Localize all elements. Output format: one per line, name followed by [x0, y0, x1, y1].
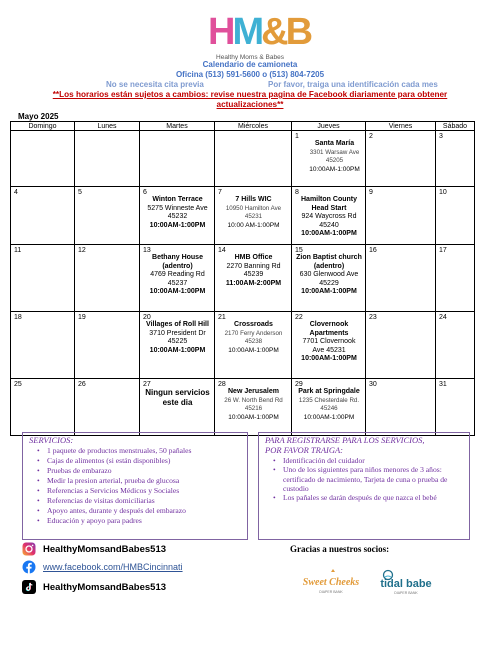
- calendar-day-cell: [75, 187, 140, 245]
- calendar-day-cell: [436, 245, 475, 312]
- instagram-handle: HealthyMomsandBabes513: [43, 543, 167, 555]
- day-number: 10: [439, 189, 447, 196]
- day-number: 2: [369, 133, 373, 140]
- calendar-day-cell: [436, 312, 475, 379]
- event-time: 10:00AM-1:00PM: [301, 288, 357, 295]
- event-location: New Jerusalem: [228, 388, 279, 395]
- event-address: 2170 Ferry Anderson: [224, 329, 283, 337]
- requirements-heading-2: POR FAVOR TRAIGA:: [265, 445, 344, 455]
- services-box: [22, 432, 248, 540]
- event-address: Ave 45231: [312, 346, 346, 354]
- sweet-cheeks-logo: [300, 568, 362, 598]
- day-number: 16: [369, 247, 377, 254]
- service-item: • Referencias de visitas domiciliarias: [29, 496, 241, 506]
- event-address: 45232: [167, 213, 188, 220]
- day-number: 17: [439, 247, 447, 254]
- day-number: 24: [439, 314, 447, 321]
- event-location: Villages of Roll Hill: [146, 321, 209, 328]
- notice-line-2: actualizaciones**: [216, 100, 284, 109]
- event: [143, 388, 212, 408]
- instagram-row[interactable]: [22, 542, 166, 556]
- event-location: Park at Springdale: [298, 388, 360, 395]
- weekday-header: Miércoles: [215, 122, 292, 131]
- event: [295, 388, 363, 422]
- facebook-row[interactable]: [22, 560, 183, 574]
- calendar-day-cell: [215, 379, 292, 436]
- event: [143, 321, 212, 355]
- weekday-header: Viernes: [366, 122, 436, 131]
- event-location: Clovernook Apartments: [309, 321, 349, 337]
- event-location: HMB Office: [234, 254, 273, 261]
- event-time: 10:00AM-1:00PM: [149, 346, 206, 354]
- logo-ampersand: &: [261, 11, 286, 53]
- calendar-day-cell: [11, 245, 75, 312]
- event-address: 45216: [244, 405, 263, 412]
- calendar-day-cell: [11, 379, 75, 436]
- calendar-day-cell: [140, 131, 215, 187]
- event: [218, 196, 289, 230]
- event-address: 4769 Reading Rd: [150, 271, 205, 278]
- day-number: 29: [295, 381, 303, 388]
- calendar-week-row: [11, 245, 475, 312]
- day-number: 20: [143, 314, 151, 321]
- service-item: • Pruebas de embarazo: [29, 466, 241, 476]
- calendar-day-cell: [366, 131, 436, 187]
- tiktok-handle: HealthyMomsandBabes513: [43, 581, 167, 593]
- calendar-day-cell: [11, 187, 75, 245]
- event-location: Crossroads: [234, 321, 273, 328]
- calendar-day-cell: [436, 131, 475, 187]
- weekday-header: Martes: [140, 122, 215, 131]
- service-item: • Medir la presion arterial, prueba de glucosa: [29, 476, 241, 486]
- day-number: 1: [295, 133, 299, 140]
- event-time: 10:00AM-1:00PM: [309, 165, 360, 173]
- calendar-table: [10, 121, 475, 436]
- day-number: 28: [218, 381, 226, 388]
- day-number: 13: [143, 247, 151, 254]
- day-number: 11: [14, 247, 22, 254]
- event: [295, 196, 363, 239]
- event-address: 10950 Hamilton Ave: [225, 204, 282, 212]
- event-address: 45229: [319, 279, 339, 287]
- event: [306, 140, 363, 174]
- event-address: 924 Waycross Rd: [301, 213, 357, 220]
- id-note: Por favor, traiga una identificación cada mes: [268, 80, 438, 89]
- calendar-day-cell: [366, 379, 436, 436]
- event-address: 45239: [243, 271, 264, 278]
- requirement-item: • Los pañales se darán después de que nazca el bebé: [265, 493, 463, 502]
- event-location: Winton Terrace: [152, 196, 203, 203]
- requirements-list: [265, 456, 463, 502]
- sweet-cheeks-sub: DIAPER BANK: [319, 590, 343, 594]
- event-address: 2270 Banning Rd: [226, 262, 281, 270]
- requirements-heading-1: PARA REGISTRARSE PARA LOS SERVICIOS,: [265, 435, 425, 445]
- requirements-box: [258, 432, 470, 540]
- event-address: 3710 President Dr: [149, 329, 206, 337]
- event-time: 10:00AM-1:00PM: [303, 413, 355, 421]
- event-time: 10:00AM-1:00PM: [228, 346, 279, 354]
- calendar-day-cell: [292, 131, 366, 187]
- event-time: 10:00 AM-1:00PM: [227, 221, 280, 229]
- hmb-logo: [208, 11, 311, 61]
- calendar-day-cell: [292, 312, 366, 379]
- event: [295, 254, 363, 297]
- event-address: 45237: [167, 279, 188, 287]
- tidal-babe-name: tidal babe: [380, 578, 432, 590]
- calendar-day-cell: [215, 312, 292, 379]
- calendar-day-cell: [140, 245, 215, 312]
- calendar-day-cell: [366, 312, 436, 379]
- day-number: 21: [218, 314, 226, 321]
- day-number: 14: [218, 247, 226, 254]
- calendar-day-cell: [140, 312, 215, 379]
- tiktok-row[interactable]: [22, 580, 166, 594]
- event-address: 26 W. North Bend Rd: [224, 396, 283, 404]
- calendar-day-cell: [366, 187, 436, 245]
- day-number: 9: [369, 189, 373, 196]
- no-appointment-note: No se necesita cita previa: [106, 80, 204, 89]
- event-address: 45225: [167, 338, 188, 345]
- event-location: Hamilton County Head Start: [301, 196, 357, 212]
- calendar-day-cell: [75, 245, 140, 312]
- event-address: 7701 Clovernook: [302, 338, 356, 345]
- calendar-day-cell: [11, 312, 75, 379]
- day-number: 7: [218, 189, 222, 196]
- event-address: 3301 Warsaw Ave: [309, 148, 360, 156]
- event: [218, 388, 289, 422]
- event: [218, 321, 289, 355]
- sweet-cheeks-name: Sweet Cheeks: [302, 577, 360, 588]
- service-item: • Educación y apoyo para padres: [29, 516, 241, 526]
- facebook-link[interactable]: www.facebook.com/HMBCincinnati: [43, 562, 183, 572]
- calendar-day-cell: [140, 379, 215, 436]
- calendar-week-row: [11, 131, 475, 187]
- weekday-header: Lunes: [75, 122, 140, 131]
- calendar-day-cell: [436, 187, 475, 245]
- event-address: 630 Glenwood Ave: [299, 271, 359, 278]
- event-time: 11:00AM-2:00PM: [225, 279, 282, 287]
- event-address: 45231: [244, 213, 263, 220]
- tidal-babe-sub: DIAPER BANK: [394, 591, 418, 595]
- facebook-icon: [22, 560, 36, 574]
- event-address: 5275 Winneste Ave: [147, 204, 208, 212]
- logo-letter-h: H: [208, 11, 233, 53]
- event-address: 45240: [319, 221, 339, 229]
- tiktok-icon: [22, 580, 36, 594]
- schedule-change-notice: [50, 90, 450, 110]
- event-address: 45238: [244, 338, 263, 345]
- office-phones: Oficina (513) 591-5600 o (513) 804-7205: [175, 70, 325, 79]
- event-time: 10:00AM-1:00PM: [149, 288, 206, 295]
- event-address: 1235 Chesterdale Rd.: [298, 396, 360, 404]
- calendar-title: Calendario de camioneta: [202, 60, 298, 69]
- calendar-day-cell: [75, 312, 140, 379]
- day-number: 6: [143, 189, 147, 196]
- calendar-day-cell: [292, 379, 366, 436]
- event-time: 10:00AM-1:00PM: [149, 221, 206, 229]
- calendar-day-cell: [292, 245, 366, 312]
- requirement-item: • Identificación del cuidador: [265, 456, 463, 465]
- weekday-header-row: [11, 122, 475, 131]
- day-number: 3: [439, 133, 443, 140]
- service-item: • Apoyo antes, durante y después del embarazo: [29, 506, 241, 516]
- event: [143, 196, 212, 230]
- weekday-header: Domingo: [11, 122, 75, 131]
- day-number: 4: [14, 189, 18, 196]
- calendar-day-cell: [292, 187, 366, 245]
- event-location: Santa María: [314, 140, 355, 147]
- calendar-day-cell: [140, 187, 215, 245]
- calendar-day-cell: [215, 245, 292, 312]
- logo-tagline: Healthy Moms & Babes: [216, 54, 284, 61]
- day-number: 15: [295, 247, 303, 254]
- weekday-header: Jueves: [292, 122, 366, 131]
- calendar-day-cell: [11, 131, 75, 187]
- calendar-day-cell: [75, 131, 140, 187]
- event: [295, 321, 363, 364]
- services-list: [29, 446, 241, 526]
- calendar-day-cell: [75, 379, 140, 436]
- day-number: 19: [78, 314, 86, 321]
- service-item: • Referencias a Servicios Médicos y Sociales: [29, 486, 241, 496]
- day-number: 8: [295, 189, 299, 196]
- calendar-day-cell: [215, 187, 292, 245]
- month-label: Mayo 2025: [18, 112, 59, 121]
- day-number: 5: [78, 189, 82, 196]
- partners-thanks: Gracias a nuestros socios:: [290, 544, 390, 554]
- notice-line-1: **Los horarios están sujetos a cambios: revise nuestra pagina de Facebook diariamente para obtener: [52, 90, 448, 99]
- event: [143, 254, 212, 297]
- day-number: 18: [14, 314, 22, 321]
- calendar-week-row: [11, 312, 475, 379]
- calendar-day-cell: [215, 131, 292, 187]
- calendar-week-row: [11, 379, 475, 436]
- event-address: 45205: [325, 157, 344, 164]
- service-item: • 1 paquete de productos menstruales, 50 pañales: [29, 446, 241, 456]
- event-location: Ningun servicios este dia: [145, 388, 210, 407]
- service-item: • Cajas de alimentos (si están disponibles): [29, 456, 241, 466]
- instagram-icon: [22, 542, 36, 556]
- day-number: 30: [369, 381, 377, 388]
- day-number: 31: [439, 381, 447, 388]
- logo-letter-m: M: [232, 11, 262, 53]
- day-number: 25: [14, 381, 22, 388]
- event: [218, 254, 289, 288]
- calendar-week-row: [11, 187, 475, 245]
- calendar-day-cell: [436, 379, 475, 436]
- weekday-header: Sábado: [436, 122, 475, 131]
- event-location: Zion Baptist church (adentro): [296, 254, 362, 270]
- calendar-day-cell: [366, 245, 436, 312]
- services-heading: SERVICIOS:: [29, 435, 74, 445]
- day-number: 27: [143, 381, 151, 388]
- logo-letter-b: B: [285, 11, 311, 53]
- tidal-babe-logo: [372, 566, 434, 598]
- logo-letters: [208, 11, 311, 53]
- event-location: 7 Hills WIC: [235, 196, 272, 203]
- event-location: Bethany House (adentro): [152, 254, 203, 270]
- event-time: 10:00AM-1:00PM: [301, 355, 357, 362]
- event-address: 45246: [320, 405, 338, 412]
- day-number: 22: [295, 314, 303, 321]
- day-number: 23: [369, 314, 377, 321]
- day-number: 12: [78, 247, 86, 254]
- event-time: 10:00AM-1:00PM: [228, 413, 279, 421]
- day-number: 26: [78, 381, 86, 388]
- requirement-item: • Uno de los siguientes para niños menores de 3 años: certificado de nacimiento, Tarjeta de cuna o prueba de custodio: [265, 465, 463, 493]
- event-time: 10:00AM-1:00PM: [301, 230, 357, 237]
